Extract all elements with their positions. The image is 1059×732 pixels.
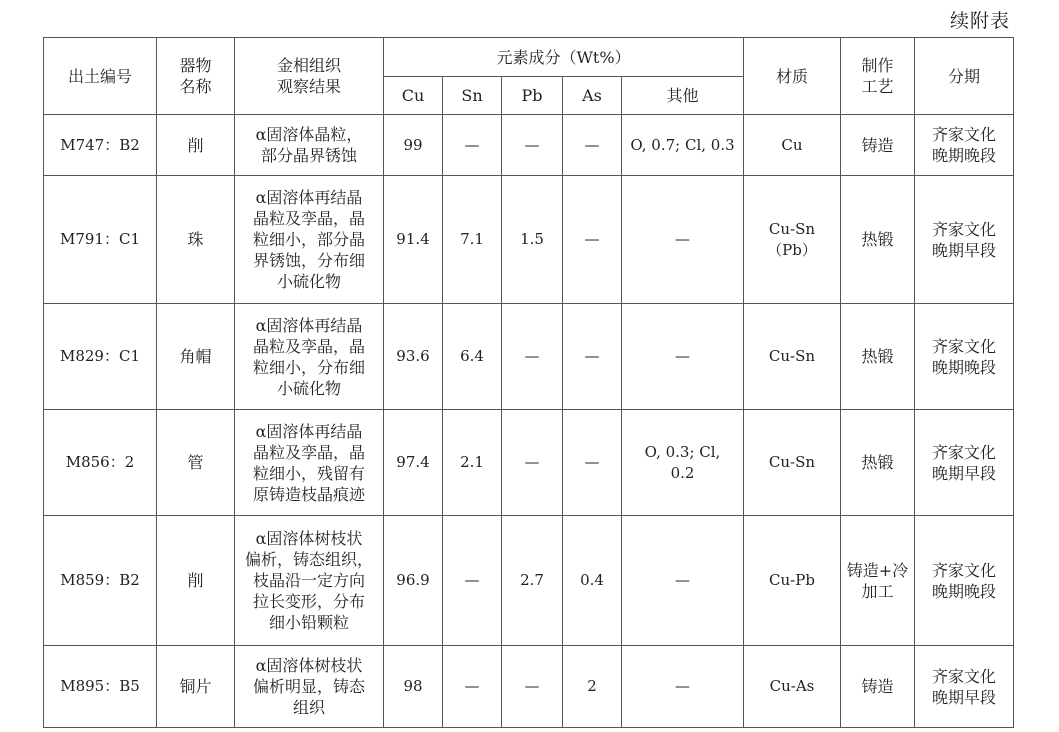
cell-observation: α固溶体树枝状 偏析明显，铸态 组织 <box>235 646 384 728</box>
cell-as: 0.4 <box>563 516 622 646</box>
cell-sn: 6.4 <box>443 304 502 410</box>
cell-sn: — <box>443 516 502 646</box>
cell-process: 热锻 <box>841 410 915 516</box>
cell-material: Cu-Sn （Pb） <box>744 176 841 304</box>
cell-cu: 91.4 <box>384 176 443 304</box>
cell-pb: 2.7 <box>502 516 563 646</box>
cell-cu: 97.4 <box>384 410 443 516</box>
cell-period: 齐家文化 晚期早段 <box>915 176 1014 304</box>
table-body <box>44 115 1014 728</box>
cell-id: M895：B5 <box>44 646 157 728</box>
cell-observation: α固溶体晶粒， 部分晶界锈蚀 <box>235 115 384 176</box>
cell-process: 铸造 <box>841 646 915 728</box>
cell-id: M791：C1 <box>44 176 157 304</box>
table-row <box>44 304 1014 410</box>
table-row <box>44 115 1014 176</box>
cell-name: 铜片 <box>157 646 235 728</box>
cell-name: 珠 <box>157 176 235 304</box>
cell-other: — <box>622 646 744 728</box>
cell-sn: 2.1 <box>443 410 502 516</box>
cell-name: 削 <box>157 516 235 646</box>
header-other: 其他 <box>622 77 744 115</box>
cell-period: 齐家文化 晚期早段 <box>915 646 1014 728</box>
cell-process: 热锻 <box>841 304 915 410</box>
composition-table <box>43 37 1014 728</box>
cell-observation: α固溶体再结晶 晶粒及孪晶，晶 粒细小，分布细 小硫化物 <box>235 304 384 410</box>
cell-pb: — <box>502 115 563 176</box>
cell-period: 齐家文化 晚期晚段 <box>915 516 1014 646</box>
cell-pb: — <box>502 304 563 410</box>
cell-as: — <box>563 304 622 410</box>
cell-other: O, 0.3; Cl, 0.2 <box>622 410 744 516</box>
cell-observation: α固溶体再结晶 晶粒及孪晶，晶 粒细小，部分晶 界锈蚀，分布细 小硫化物 <box>235 176 384 304</box>
table-caption: 续附表 <box>949 10 1010 32</box>
cell-material: Cu-As <box>744 646 841 728</box>
cell-name: 削 <box>157 115 235 176</box>
table-row <box>44 646 1014 728</box>
cell-material: Cu-Sn <box>744 410 841 516</box>
header-id: 出土编号 <box>44 38 157 115</box>
header-pb: Pb <box>502 77 563 115</box>
cell-cu: 93.6 <box>384 304 443 410</box>
cell-material: Cu-Pb <box>744 516 841 646</box>
cell-period: 齐家文化 晚期晚段 <box>915 304 1014 410</box>
header-as: As <box>563 77 622 115</box>
cell-other: O, 0.7; Cl, 0.3 <box>622 115 744 176</box>
cell-cu: 98 <box>384 646 443 728</box>
cell-material: Cu <box>744 115 841 176</box>
cell-period: 齐家文化 晚期晚段 <box>915 115 1014 176</box>
cell-period: 齐家文化 晚期早段 <box>915 410 1014 516</box>
cell-cu: 99 <box>384 115 443 176</box>
cell-other: — <box>622 516 744 646</box>
cell-pb: — <box>502 646 563 728</box>
header-observation: 金相组织 观察结果 <box>235 38 384 115</box>
header-period: 分期 <box>915 38 1014 115</box>
header-row-1 <box>44 38 1014 77</box>
cell-as: — <box>563 115 622 176</box>
header-composition: 元素成分（Wt%） <box>384 38 744 77</box>
header-name: 器物 名称 <box>157 38 235 115</box>
cell-as: 2 <box>563 646 622 728</box>
cell-material: Cu-Sn <box>744 304 841 410</box>
cell-sn: 7.1 <box>443 176 502 304</box>
cell-other: — <box>622 176 744 304</box>
header-cu: Cu <box>384 77 443 115</box>
header-material: 材质 <box>744 38 841 115</box>
cell-name: 管 <box>157 410 235 516</box>
cell-id: M859：B2 <box>44 516 157 646</box>
cell-id: M747：B2 <box>44 115 157 176</box>
cell-as: — <box>563 410 622 516</box>
cell-cu: 96.9 <box>384 516 443 646</box>
header-sn: Sn <box>443 77 502 115</box>
cell-name: 角帽 <box>157 304 235 410</box>
table-row <box>44 176 1014 304</box>
table-row <box>44 516 1014 646</box>
cell-process: 热锻 <box>841 176 915 304</box>
cell-observation: α固溶体树枝状 偏析，铸态组织， 枝晶沿一定方向 拉长变形，分布 细小铅颗粒 <box>235 516 384 646</box>
cell-sn: — <box>443 115 502 176</box>
cell-sn: — <box>443 646 502 728</box>
cell-observation: α固溶体再结晶 晶粒及孪晶，晶 粒细小，残留有 原铸造枝晶痕迹 <box>235 410 384 516</box>
table-row <box>44 410 1014 516</box>
cell-id: M856：2 <box>44 410 157 516</box>
cell-id: M829：C1 <box>44 304 157 410</box>
cell-process: 铸造 <box>841 115 915 176</box>
header-process: 制作 工艺 <box>841 38 915 115</box>
cell-process: 铸造+冷 加工 <box>841 516 915 646</box>
cell-other: — <box>622 304 744 410</box>
cell-pb: — <box>502 410 563 516</box>
cell-as: — <box>563 176 622 304</box>
cell-pb: 1.5 <box>502 176 563 304</box>
